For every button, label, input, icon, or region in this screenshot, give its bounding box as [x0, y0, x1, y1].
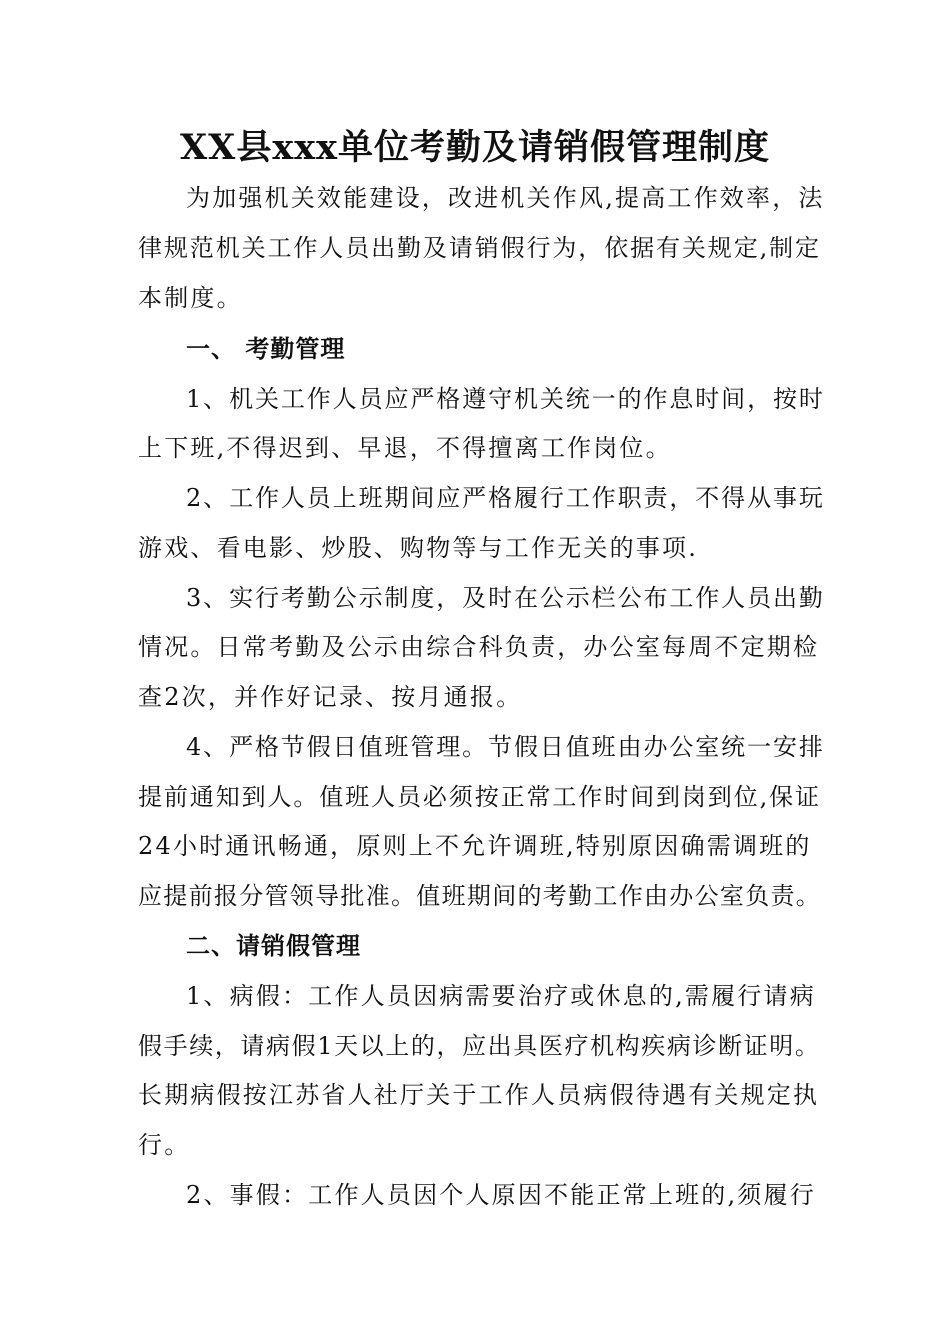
paragraph-line: 本制度。 [138, 284, 243, 312]
document-title: XX县xxx单位考勤及请销假管理制度 [180, 127, 770, 168]
paragraph-line: 2、工作人员上班期间应严格履行工作职责，不得从事玩 [186, 484, 825, 512]
paragraph-line: 1、机关工作人员应严格遵守机关统一的作息时间，按时 [186, 385, 825, 413]
paragraph-line: 上下班,不得迟到、早退，不得擅离工作岗位。 [138, 434, 672, 462]
paragraph-line: 为加强机关效能建设，改进机关作风,提高工作效率，法 [186, 184, 825, 212]
section-heading: 二、请销假管理 [186, 932, 361, 960]
paragraph-line: 查2次，并作好记录、按月通报。 [138, 683, 523, 711]
paragraph-line: 行。 [138, 1131, 191, 1159]
paragraph-line: 提前通知到人。值班人员必须按正常工作时间到岗到位,保证 [138, 783, 821, 811]
paragraph-line: 游戏、看电影、炒股、购物等与工作无关的事项. [138, 534, 699, 562]
paragraph-line: 2、事假：工作人员因个人原因不能正常上班的,须履行 [186, 1181, 816, 1209]
section-heading: 一、 考勤管理 [186, 335, 346, 363]
paragraph-line: 24小时通讯畅通，原则上不允许调班,特别原因确需调班的 [138, 832, 812, 860]
paragraph-line: 长期病假按江苏省人社厅关于工作人员病假待遇有关规定执 [138, 1081, 820, 1109]
paragraph-line: 1、病假：工作人员因病需要治疗或休息的,需履行请病 [186, 982, 816, 1010]
paragraph-line: 4、严格节假日值班管理。节假日值班由办公室统一安排 [186, 733, 825, 761]
paragraph-line: 假手续，请病假1天以上的，应出具医疗机构疾病诊断证明。 [138, 1032, 821, 1060]
paragraph-line: 情况。日常考勤及公示由综合科负责，办公室每周不定期检 [138, 633, 820, 661]
paragraph-line: 3、实行考勤公示制度，及时在公示栏公布工作人员出勤 [186, 584, 825, 612]
paragraph-line: 律规范机关工作人员出勤及请销假行为，依据有关规定,制定 [138, 234, 821, 262]
paragraph-line: 应提前报分管领导批准。值班期间的考勤工作由办公室负责。 [138, 882, 822, 910]
